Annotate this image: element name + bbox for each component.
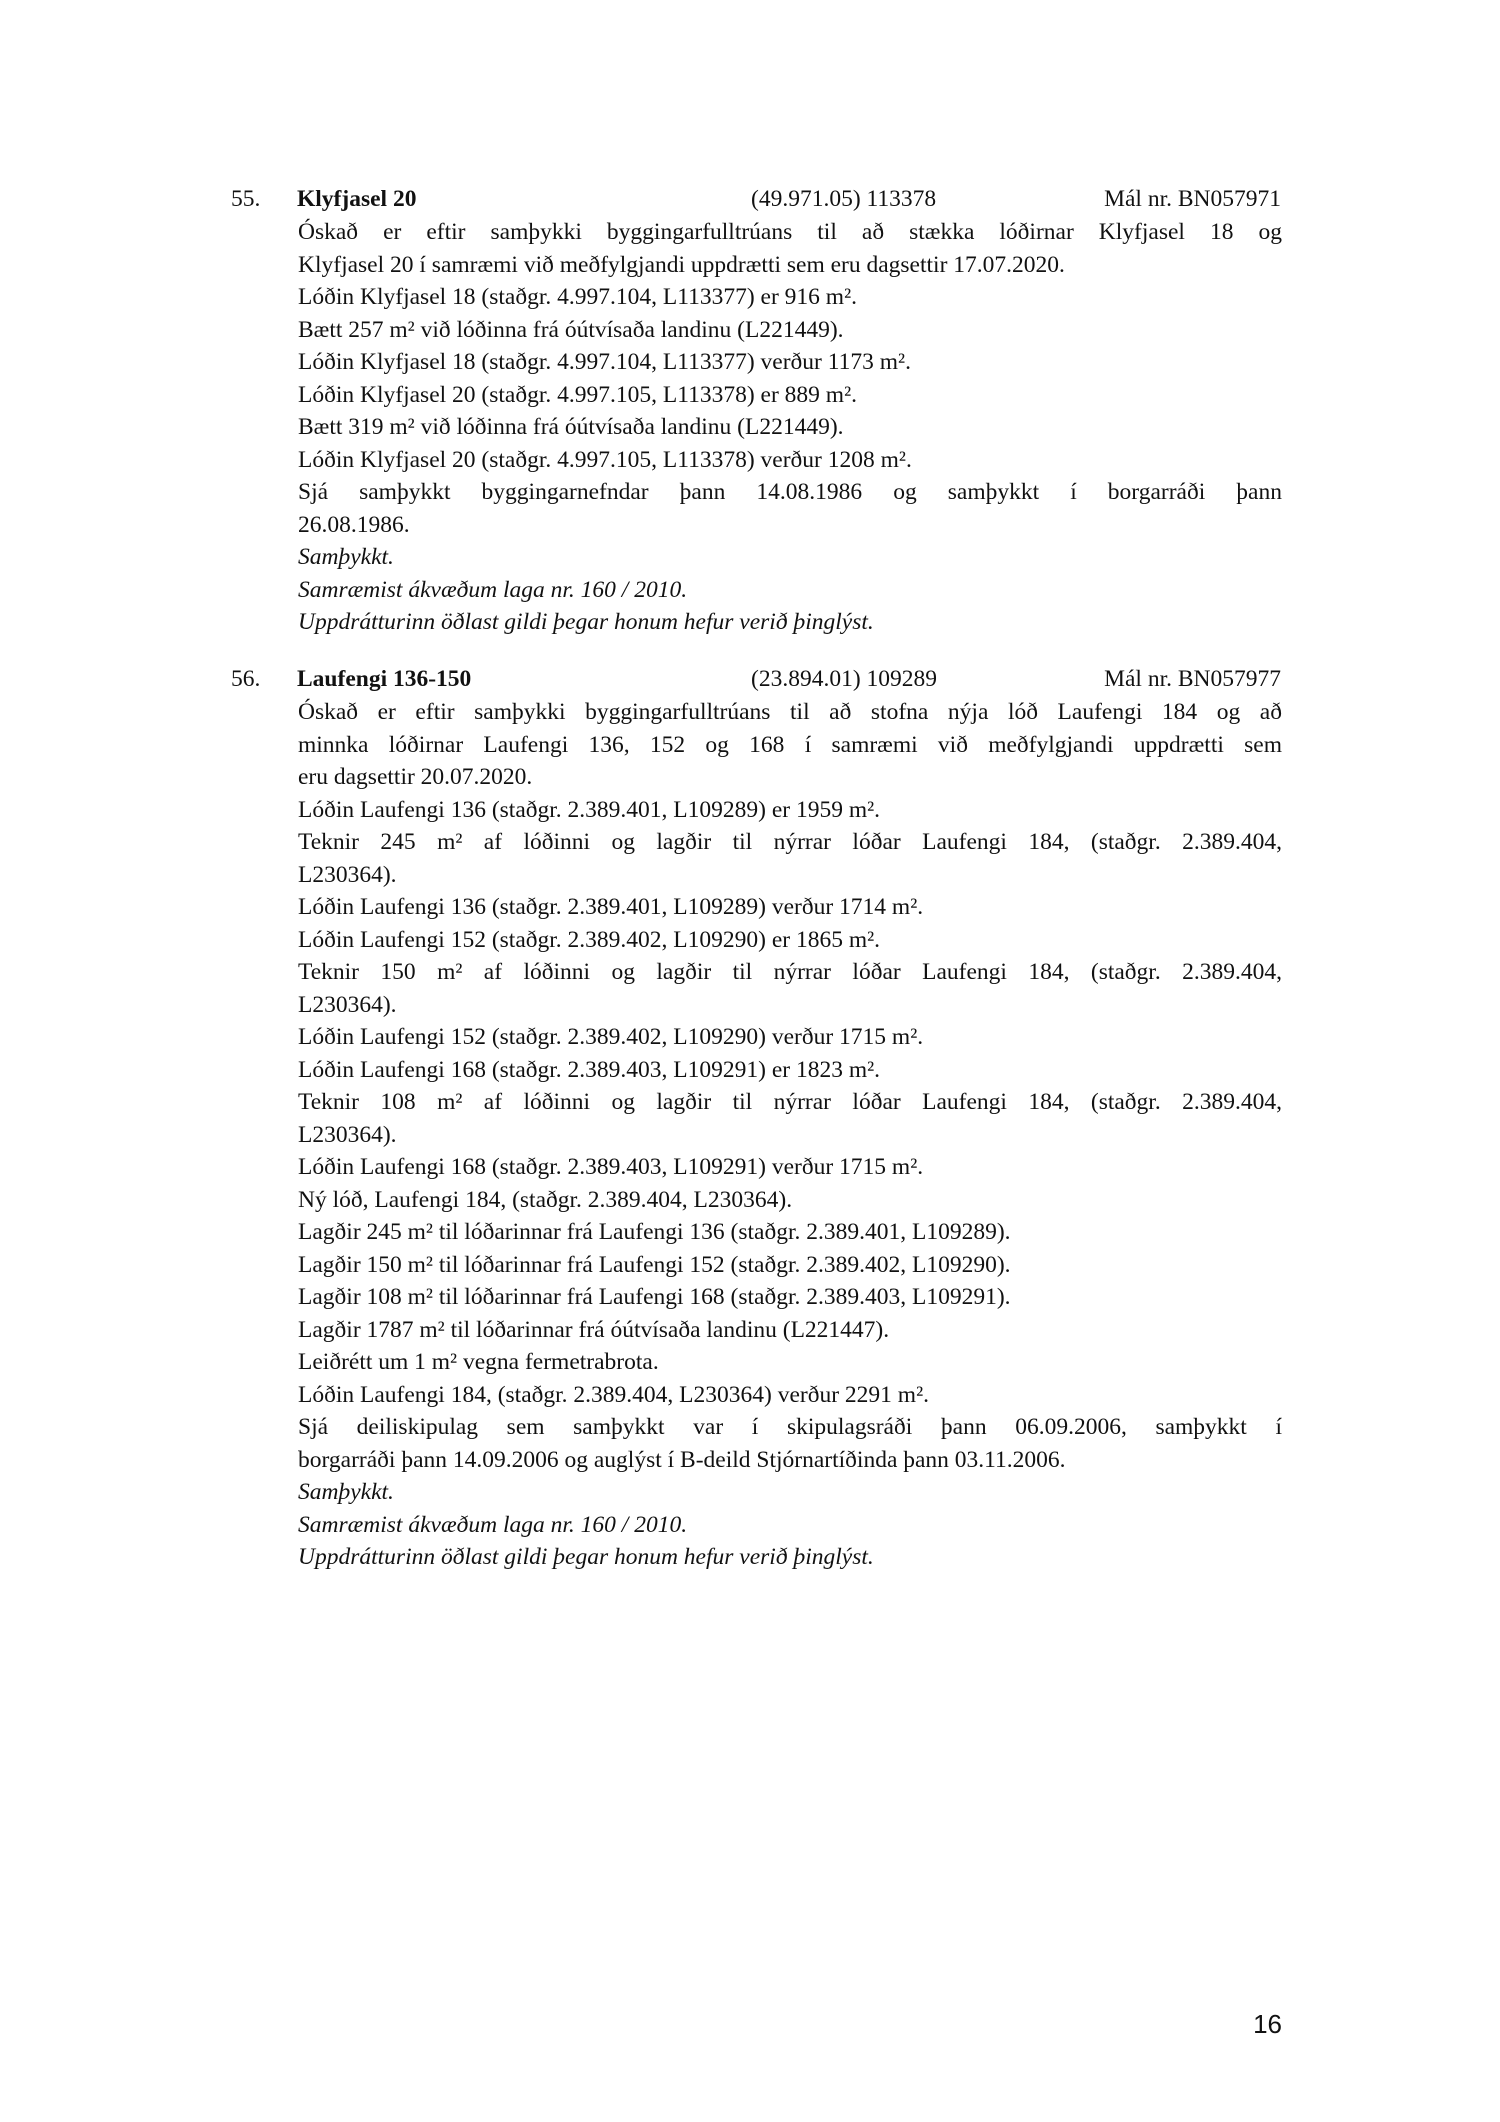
entry-case-number: Mál nr. BN057971 [1104,186,1281,212]
body-line: 26.08.1986. [298,511,410,538]
body-line: minnka lóðirnar Laufengi 136, 152 og 168 í samræmi við meðfylgjandi uppdrætti sem [298,731,1282,758]
body-line: Lóðin Klyfjasel 20 (staðgr. 4.997.105, L113378) er 889 m². [298,381,857,408]
body-line: Bætt 257 m² við lóðinna frá óútvísaða landinu (L221449). [298,316,844,343]
body-line: Lagðir 1787 m² til lóðarinnar frá óútvísaða landinu (L221447). [298,1316,890,1343]
body-line: Lóðin Klyfjasel 20 (staðgr. 4.997.105, L113378) verður 1208 m². [298,446,912,473]
entry-number: 55. [231,186,261,212]
entry-reference: (49.971.05) 113378 [751,186,937,212]
entry-55 [0,183,1500,639]
body-line: L230364). [298,1121,397,1148]
entry-body [298,216,1282,639]
body-line: Teknir 245 m² af lóðinni og lagðir til nýrrar lóðar Laufengi 184, (staðgr. 2.389.404, [298,829,1282,855]
body-line: Lóðin Laufengi 152 (staðgr. 2.389.402, L109290) er 1865 m². [298,926,881,953]
decision-line: Samþykkt. [298,544,394,570]
body-line: L230364). [298,991,397,1018]
body-line: Lóðin Laufengi 184, (staðgr. 2.389.404, L230364) verður 2291 m². [298,1381,930,1408]
decision-line: Uppdrátturinn öðlast gildi þegar honum hefur verið þinglýst. [298,1544,874,1570]
entry-number: 56. [231,666,261,692]
entry-case-number: Mál nr. BN057977 [1104,666,1281,692]
body-line: Leiðrétt um 1 m² vegna fermetrabrota. [298,1349,659,1375]
entry-body [298,696,1282,1574]
body-line: Teknir 108 m² af lóðinni og lagðir til nýrrar lóðar Laufengi 184, (staðgr. 2.389.404, [298,1089,1282,1115]
page-number: 16 [1253,2009,1282,2039]
body-line: Ný lóð, Laufengi 184, (staðgr. 2.389.404, L230364). [298,1186,793,1213]
body-line: Lóðin Laufengi 168 (staðgr. 2.389.403, L109291) er 1823 m². [298,1056,881,1083]
entry-56 [0,663,1500,1574]
body-line: L230364). [298,861,397,888]
entry-title: Klyfjasel 20 [297,186,417,212]
entry-header [0,663,1500,696]
decision-line: Samræmist ákvæðum laga nr. 160 / 2010. [298,576,688,603]
body-line: Lagðir 108 m² til lóðarinnar frá Laufengi 168 (staðgr. 2.389.403, L109291). [298,1284,1011,1310]
body-line: Lóðin Laufengi 152 (staðgr. 2.389.402, L109290) verður 1715 m². [298,1024,924,1050]
entry-header [0,183,1500,216]
body-line: Sjá deiliskipulag sem samþykkt var í skipulagsráði þann 06.09.2006, samþykkt í [298,1414,1282,1440]
body-line: Lagðir 150 m² til lóðarinnar frá Laufengi 152 (staðgr. 2.389.402, L109290). [298,1251,1011,1278]
body-line: Óskað er eftir samþykki byggingarfulltrúans til að stækka lóðirnar Klyfjasel 18 og [298,219,1282,245]
body-line: Óskað er eftir samþykki byggingarfulltrúans til að stofna nýja lóð Laufengi 184 og að [298,699,1282,725]
decision-line: Samþykkt. [298,1479,394,1505]
body-line: eru dagsettir 20.07.2020. [298,764,533,790]
decision-line: Samræmist ákvæðum laga nr. 160 / 2010. [298,1511,688,1538]
entry-title: Laufengi 136-150 [297,666,472,692]
body-line: Lóðin Klyfjasel 18 (staðgr. 4.997.104, L113377) er 916 m². [298,284,857,310]
body-line: borgarráði þann 14.09.2006 og auglýst í B-deild Stjórnartíðinda þann 03.11.2006. [298,1446,1066,1473]
body-line: Lagðir 245 m² til lóðarinnar frá Laufengi 136 (staðgr. 2.389.401, L109289). [298,1219,1011,1245]
body-line: Sjá samþykkt byggingarnefndar þann 14.08.1986 og samþykkt í borgarráði þann [298,479,1282,505]
body-line: Klyfjasel 20 í samræmi við meðfylgjandi uppdrætti sem eru dagsettir 17.07.2020. [298,251,1065,278]
body-line: Teknir 150 m² af lóðinni og lagðir til nýrrar lóðar Laufengi 184, (staðgr. 2.389.404, [298,959,1282,985]
body-line: Bætt 319 m² við lóðinna frá óútvísaða landinu (L221449). [298,414,844,440]
body-line: Lóðin Laufengi 168 (staðgr. 2.389.403, L109291) verður 1715 m². [298,1154,924,1180]
entry-reference: (23.894.01) 109289 [751,666,938,692]
decision-line: Uppdrátturinn öðlast gildi þegar honum hefur verið þinglýst. [298,609,874,635]
body-line: Lóðin Klyfjasel 18 (staðgr. 4.997.104, L113377) verður 1173 m². [298,349,911,375]
body-line: Lóðin Laufengi 136 (staðgr. 2.389.401, L109289) verður 1714 m². [298,894,924,920]
body-line: Lóðin Laufengi 136 (staðgr. 2.389.401, L109289) er 1959 m². [298,796,881,823]
